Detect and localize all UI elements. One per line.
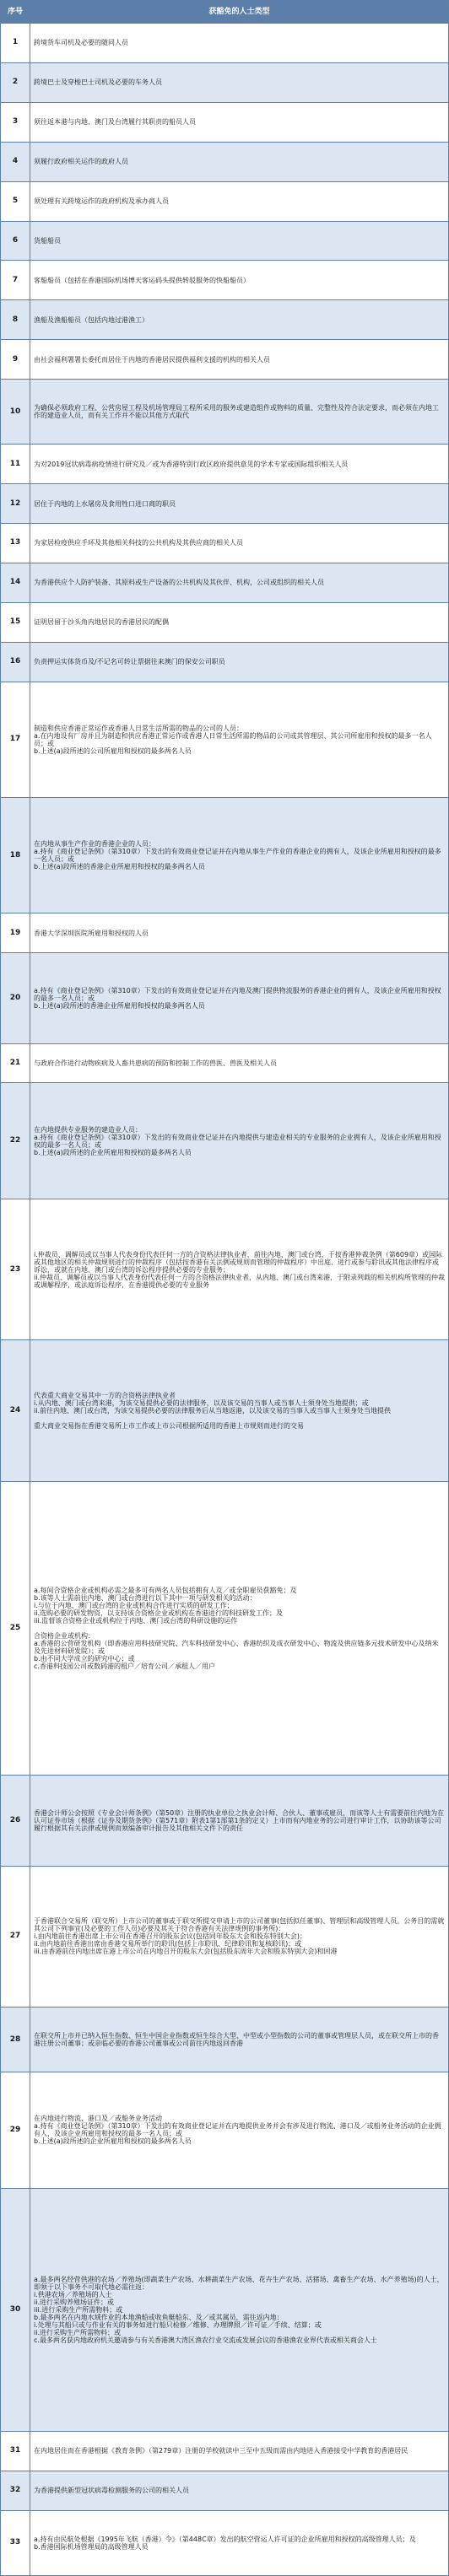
- row-number: 16: [1, 642, 30, 682]
- row-number: 3: [1, 102, 30, 142]
- table-row: [1, 300, 449, 340]
- row-person-type: 为确保必须政府工程、公营房屋工程及机场管理局工程所采用的服务或建造组件或物料的质量、完整性及符合法定要求，而必须在内地工作的建造业人员，而有关工作并不能以其他方式取代: [30, 380, 449, 445]
- table-row: [1, 2007, 449, 2072]
- row-number: 7: [1, 261, 30, 300]
- table-row: [1, 642, 449, 682]
- row-person-type: 渔船及渔船船员（包括内地过港渔工）: [30, 300, 449, 340]
- row-number: 20: [1, 953, 30, 1043]
- row-person-type: 跨境巴士及穿梭巴士司机及必要的车务人员: [30, 62, 449, 102]
- row-number: 15: [1, 602, 30, 642]
- row-person-type: 客船船员（包括在香港国际机场博天客运码头提供转驳服务的快船船员）: [30, 261, 449, 300]
- table-row: [1, 798, 449, 913]
- table-row: [1, 221, 449, 261]
- row-number: 14: [1, 563, 30, 602]
- table-row: [1, 2510, 449, 2575]
- row-number: 27: [1, 1866, 30, 2007]
- row-person-type: 在内地进行物流、港口及／或船务业务活动 a.持有《商业登记条例》（第310章）下发出的有效商业登记证并在内地提供业务并会有涉及进行物流、港口及／或船务业务活动的企业拥有人，及该企业所雇用和授权的最多一名人员；或 b.上述(a)段所述的企业所雇用和授权的最多两名人员: [30, 2072, 449, 2188]
- row-person-type: 在内地居住而在香港根据《教育条例》（第279章）注册的学校就读中三至中五级而需由内地进入香港接受中学教育的香港居民: [30, 2431, 449, 2471]
- row-person-type: 须履行政府相关运作的政府人员: [30, 142, 449, 181]
- table-row: [1, 913, 449, 953]
- row-person-type: 在内地提供专业服务的建造业人员： a.持有《商业登记条例》（第310章）下发出的有效商业登记证并在内地提供与建造业相关的专业服务的企业拥有人，及该企业所雇用和授权的最多一名人员；或 b.上述(a)段所述的企业所雇用和授权的最多两名人员: [30, 1083, 449, 1199]
- table-body: [1, 24, 449, 2576]
- row-person-type: 在内地从事生产作业的香港企业的人员： a.持有《商业登记条例》（第310章）下发出的有效商业登记证并在内地从事生产作业的香港企业的拥有人，及该企业所雇用和授权的最多一名人员；或 b.上述(a)段所述的香港企业所雇用和授权的最多两名人员: [30, 798, 449, 913]
- row-number: 23: [1, 1199, 30, 1340]
- table-row: [1, 1043, 449, 1083]
- row-number: 32: [1, 2471, 30, 2510]
- row-number: 13: [1, 524, 30, 563]
- row-person-type: a.最多两名经营供港的农场／养殖场(即蔬菜生产农场、水耕蔬菜生产农场、花卉生产农场、活猪场、禽畜生产农场、水产养殖场)的人士，即须于以下事务不可取代地必需往返： i.供港农场／养殖场的人士 ii.进行采购养殖场证件；或 iii.进行采购生产所需物料；或 b.最多两名在内地水域作业的本地渔船或收鱼艇船东、及／或其属员，需往返内地： i.处理与其船只或与作业有关的事务如进行船只检修／维修、办理牌照／许可证／手续、结算；或 ii.进行采购生产所需物料；或 c.最多两名获内地政府机关邀请参与有关香港澳大湾区渔农行业交流或发展会议的香港渔农业界代表或相关商会人士: [30, 2188, 449, 2431]
- table-row: [1, 181, 449, 221]
- table-row: [1, 602, 449, 642]
- row-person-type: 制造和供应香港正常运作或香港人日常生活所需的物品的公司的人员： a.在内地设有厂房并且为制造和供应香港正常运作或香港人日常生活所需的物品的公司或其管理层、其公司所雇用和授权的最多一名人员；或 b.上述(a)段所述的公司所雇用和授权的最多两名人员: [30, 682, 449, 797]
- row-number: 9: [1, 340, 30, 380]
- header-no: 序号: [1, 1, 30, 24]
- row-person-type: 负责押运实体货币及/不记名可转让票据往来澳门的保安公司职员: [30, 642, 449, 682]
- row-person-type: 货船船员: [30, 221, 449, 261]
- row-person-type: 香港会计师公会按照《专业会计师条例》（第50章）注册的执业单位之执业会计师、合伙人、董事或雇员，而该等人士有需要前往内地为在认可证券市场（根据《证券及期货条例》（第571章）附表1第1部第1条的定义）上市而有内地业务的公司进行审计工作，以协助该等公司履行根据其有关法律或规例而须编备审计报告及其他相关文件下的责任: [30, 1776, 449, 1866]
- table-row: [1, 2188, 449, 2431]
- row-number: 30: [1, 2188, 30, 2431]
- row-person-type: 由社会福利署署长委托而居住于内地的香港居民提供福利支援的机构的相关人员: [30, 340, 449, 380]
- row-person-type: 与政府合作进行动物疾病及人畜共患病的预防和控制工作的兽医、兽医及相关人员: [30, 1043, 449, 1083]
- table-row: [1, 682, 449, 797]
- row-number: 25: [1, 1481, 30, 1776]
- row-number: 29: [1, 2072, 30, 2188]
- header-type: 获豁免的人士类型: [30, 1, 449, 24]
- table-row: [1, 62, 449, 102]
- row-number: 4: [1, 142, 30, 181]
- table-row: [1, 445, 449, 484]
- row-number: 2: [1, 62, 30, 102]
- table-row: [1, 2072, 449, 2188]
- table-row: [1, 380, 449, 445]
- row-number: 33: [1, 2510, 30, 2575]
- row-number: 17: [1, 682, 30, 797]
- row-number: 24: [1, 1340, 30, 1482]
- row-person-type: 代表重大商业交易其中一方的合资格法律执业者 i.从内地、澳门或台湾来港，为该交易提供必要的法律服务，以及该交易的当事人或当事人士须身处当地提供；或 ii.前往内地、澳门或台湾，为该交易提供必要的法律服务后从当地返港，以及该交易的当事人或当事人士须身处当地提供 重大商业交易指在香港交易所上市工作或上市公司根据所适用的香港上市规则而进行的交易: [30, 1340, 449, 1482]
- row-person-type: 为香港供应个人防护装备、其原料或生产设备的公共机构及其伙伴、机构，公司或组织的相关人员: [30, 563, 449, 602]
- table-row: [1, 953, 449, 1043]
- row-number: 5: [1, 181, 30, 221]
- row-person-type: 香港大学深圳医院所雇用和授权的人员: [30, 913, 449, 953]
- table-row: [1, 524, 449, 563]
- row-number: 28: [1, 2007, 30, 2072]
- table-row: [1, 2471, 449, 2510]
- table-row: [1, 142, 449, 181]
- table-row: [1, 1199, 449, 1340]
- row-person-type: i.仲裁员、调解员或以当事人代表身份代表任何一方的合资格法律执业者，前往内地、澳门或台湾，于按香港仲裁条例（第609章）或国际或其他地区的相关仲裁规则进行的仲裁程序（包括按香港有关法例或规则而管理的仲裁程序）中出庭、进行或参与聆讯或其他法律程序或诉讼，或就在内地、澳门或台湾的诉讼程序提供必要的专业服务； ii.仲裁员、调解员或以当事人代表身份代表任何一方的合资格法律执业者，从内地、澳门或台湾来港，于附录列载的相关机构所管理的仲裁或调解程序，或法庭诉讼程序，在香港提供必要的专业服务: [30, 1199, 449, 1340]
- row-person-type: a.每间合资格企业或机构必需之最多可有两名人员包括拥有人及／或全职雇员获豁免；及 b.该等人士需前往内地、澳门或台湾进行以下其中一项与研发相关的活动： i.与位于内地、澳门或台湾的企业或机构合作进行实质的研发工作； ii.选购必要的研发物资，以支持该合资格企业或机构在香港进行的科技研发工作；及 iii.监督该合资格企业或机构位于内地、澳门或台湾的科研设施的运作 合资格企业或机构： a.香港的公营研发机构（即香港应用科技研究院、汽车科技研发中心、香港纺织及成衣研发中心、物流及供应链多元技术研发中心及纳米及先进材料研发院）；或 b.由不同大学成立的研究中心；或 c.香港科技园公司或数码港的租户／培育公司／承租人／用户: [30, 1481, 449, 1776]
- table-row: [1, 340, 449, 380]
- row-number: 8: [1, 300, 30, 340]
- table-row: [1, 484, 449, 524]
- row-person-type: 为香港提供新型冠状病毒检测服务的公司的相关人员: [30, 2471, 449, 2510]
- table-row: [1, 2431, 449, 2471]
- table-row: [1, 102, 449, 142]
- row-person-type: 证明居留于沙头角内地居民的香港居民的配偶: [30, 602, 449, 642]
- row-person-type: 为家居检疫供应手环及其他相关科技的公共机构及其供应商的相关人员: [30, 524, 449, 563]
- table-row: [1, 1340, 449, 1482]
- row-number: 31: [1, 2431, 30, 2471]
- row-number: 18: [1, 798, 30, 913]
- row-number: 12: [1, 484, 30, 524]
- row-person-type: 于香港联合交易所（联交所）上市公司的董事或于联交所提交申请上市的公司董事(包括拟任董事)、管理层和高级管理人员。公务目的需就其公司下列事宜(及必要的工作人员)必要及其关于符合香港有关法律规例的事务所)： i.由内地前往香港出席上市公司在香港召开的股东会议(包括同年股东大会和股东特别大会)； ii.由内地前往香港出席由香港交易所举行的聆讯(包括上市聆讯、纪律聆讯和复核聆讯)；或 iii.由香港前往内地出席在港上市公司在内地召开的股东大会(包括股东周年大会和股东特别大会)和回港: [30, 1866, 449, 2007]
- row-number: 6: [1, 221, 30, 261]
- table-row: [1, 1776, 449, 1866]
- row-number: 11: [1, 445, 30, 484]
- row-number: 26: [1, 1776, 30, 1866]
- row-number: 19: [1, 913, 30, 953]
- row-person-type: 须处理有关跨境运作的政府机构及承办商人员: [30, 181, 449, 221]
- table-row: [1, 1481, 449, 1776]
- table-row: [1, 261, 449, 300]
- row-person-type: 在联交所上市并已纳入恒生指数、恒生中国企业指数或恒生综合大型、中型或小型指数的公司的董事或管理层人员，或在联交所上市的香港注册公司董事；或亲临必要的香港公司董事或公司前往内地返回香港: [30, 2007, 449, 2072]
- row-person-type: 为对2019冠状病毒病疫情进行研究及／或为香港特别行政区政府提供意见的学术专家或国际组织相关人员: [30, 445, 449, 484]
- row-number: 22: [1, 1083, 30, 1199]
- table-header-row: [1, 1, 449, 24]
- row-person-type: 居住于内地的上水屠房及食用牲口进口商的职员: [30, 484, 449, 524]
- table-row: [1, 1083, 449, 1199]
- row-person-type: 跨境货车司机及必要的随同人员: [30, 24, 449, 63]
- row-person-type: a.持有《商业登记条例》（第310章）下发出的有效商业登记证并在内地及澳门提供物流服务的香港企业的拥有人，及该企业所雇用和授权的最多一名人员；或 b.上述(a)段所述的香港企业所雇用和授权的最多两名人员: [30, 953, 449, 1043]
- table-row: [1, 563, 449, 602]
- table-row: [1, 24, 449, 63]
- row-number: 1: [1, 24, 30, 63]
- row-person-type: a.持有由民航处根据《1995年飞航（香港）令》（第448C章）发出的航空营运人许可证的企业所雇用和授权的高级管理人员；及 b.香港国际机场管理局的高级管理人员: [30, 2510, 449, 2575]
- row-number: 21: [1, 1043, 30, 1083]
- row-number: 10: [1, 380, 30, 445]
- row-person-type: 须往返本港与内地、澳门及台湾履行其职责的船员人员: [30, 102, 449, 142]
- table-row: [1, 1866, 449, 2007]
